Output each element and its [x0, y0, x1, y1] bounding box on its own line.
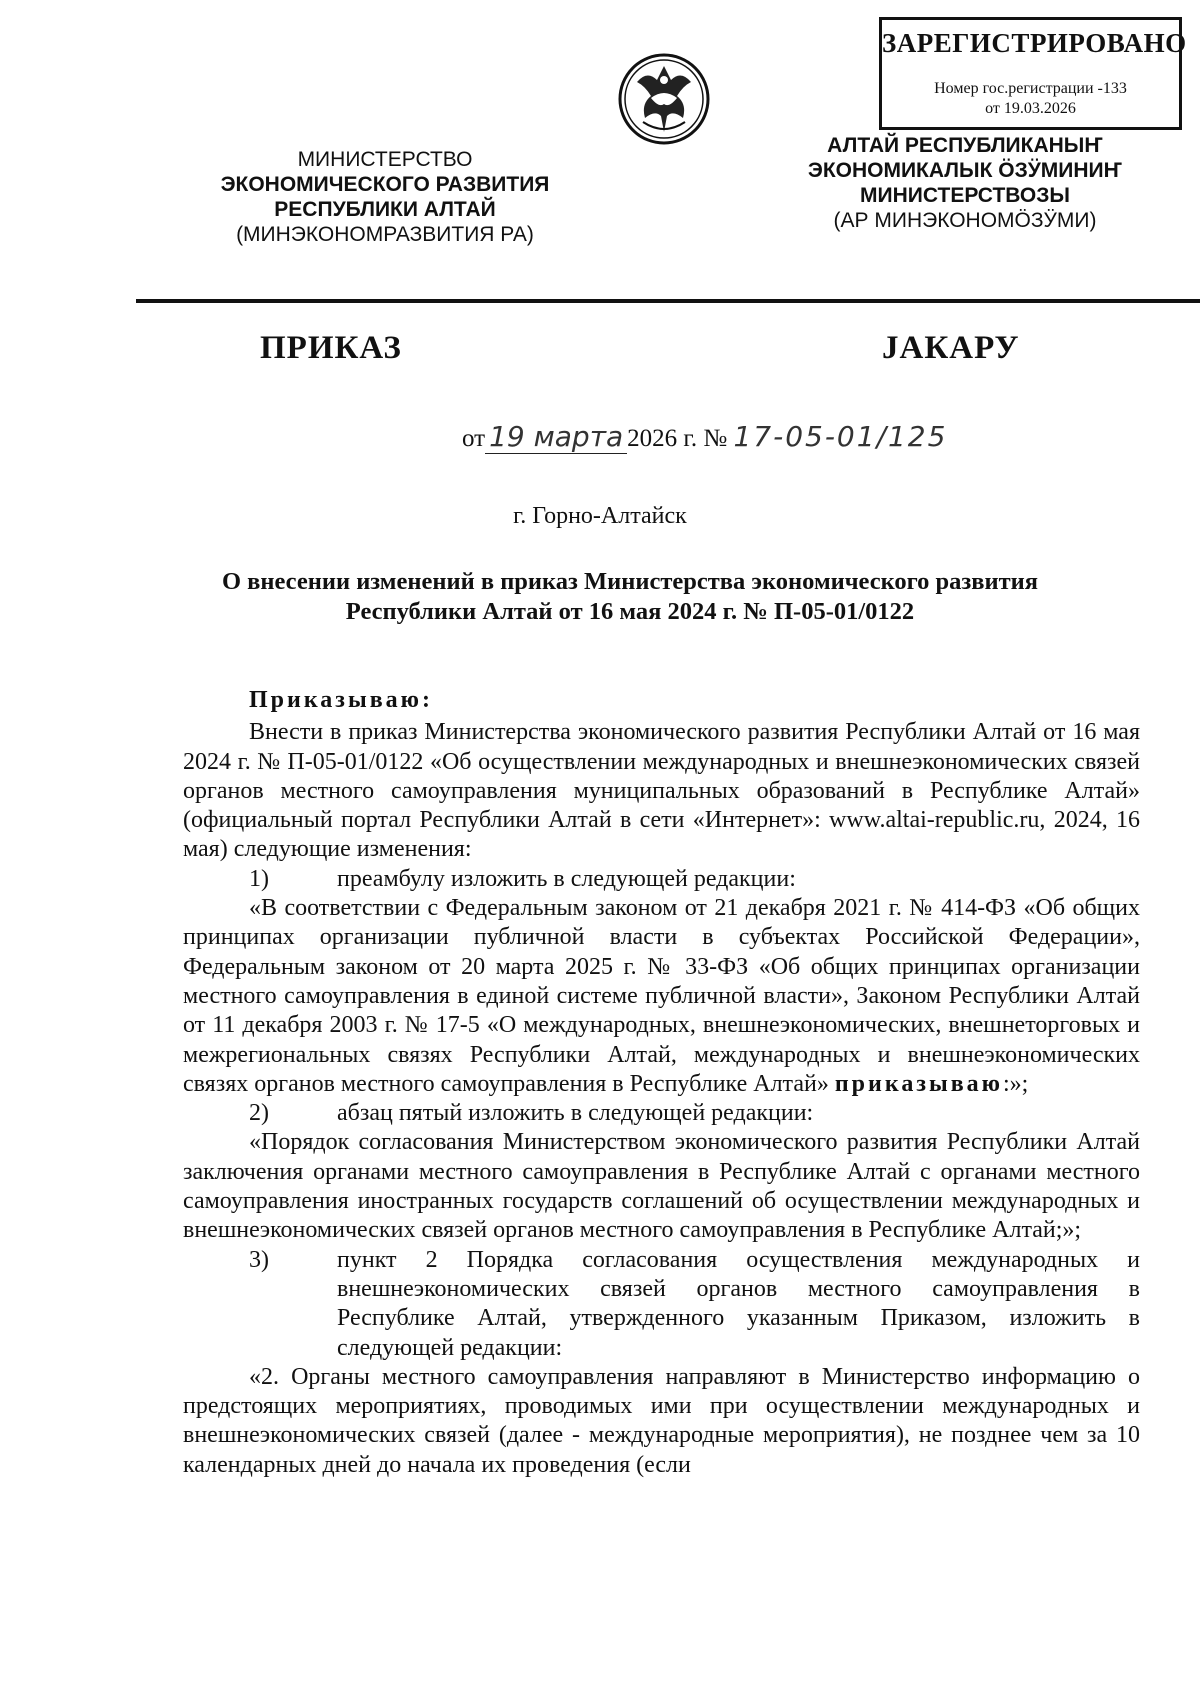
- altai-coat-of-arms-icon: [617, 52, 711, 146]
- item-2-number: 2): [249, 1100, 269, 1127]
- ministry-name-altai: [800, 133, 1130, 233]
- item-3-text: пункт 2 Порядка согласования осуществления международных и внешнеэкономических связей органов местного самоуправления в Республике Алтай, утвержденного указанным Приказом, изложить в следующей редакции:: [337, 1246, 1140, 1361]
- item-3: [183, 1246, 1140, 1363]
- stamp-reg-date: от 19.03.2026: [985, 100, 1076, 117]
- intro-paragraph: Внести в приказ Министерства экономического развития Республики Алтай от 16 мая 2024 г. № П-05-01/0122 «Об осуществлении международных и внешнеэкономических связей органов местного самоуправления муниципальных образований в Республике Алтай» (официальный портал Республики Алтай в сети «Интернет»: www.altai-republic.ru, 2024, 16 мая) следующие изменения:: [183, 719, 1140, 863]
- order-word: Приказываю:: [249, 687, 433, 713]
- document-subject: [160, 567, 1100, 627]
- item-1-number: 1): [249, 865, 269, 892]
- item-1-quote-end: :»;: [1003, 1070, 1029, 1097]
- org-left-line3: РЕСПУБЛИКИ АЛТАЙ: [274, 198, 496, 221]
- item-1-quote: [183, 894, 1140, 1099]
- ministry-name-russian: [205, 147, 565, 247]
- stamp-title: ЗАРЕГИСТРИРОВАНО: [882, 28, 1187, 58]
- handwritten-date: 19 марта: [485, 420, 627, 454]
- date-prefix: от: [462, 425, 486, 452]
- org-right-line4: (АР МИНЭКОНОМӦЗӰМИ): [833, 209, 1097, 232]
- item-3-quote: «2. Органы местного самоуправления направляют в Министерство информацию о предстоящих мероприятиях, проводимых ими при осуществлении международных и внешнеэкономических связей (далее - международные мероприятия), не позднее чем за 10 календарных дней до начала их проведения (если: [183, 1363, 1140, 1478]
- item-2-text: абзац пятый изложить в следующей редакции:: [337, 1100, 814, 1127]
- handwritten-order-number: 17-05-01/125: [733, 420, 948, 453]
- item-3-number: 3): [249, 1246, 269, 1273]
- registration-stamp: [879, 17, 1187, 130]
- stamp-reg-number: Номер гос.регистрации -133: [934, 80, 1127, 97]
- doc-type-altai: ЈАКАРУ: [882, 330, 1020, 366]
- date-number-line: [462, 420, 947, 453]
- city: г. Горно-Алтайск: [513, 503, 687, 529]
- item-1: [183, 865, 1140, 894]
- item-1-quote-text: «В соответствии с Федеральным законом от 21 декабря 2021 г. № 414-ФЗ «Об общих принципах организации публичной власти в субъектах Российской Федерации», Федеральным законом от 20 марта 2025 г. № 33-ФЗ «Об общих принципах организации местного самоуправления в единой системе публичной власти», Законом Республики Алтай от 11 декабря 2003 г. № 17-5 «О международных, внешнеэкономических, внешнеторговых и межрегиональных связях Республики Алтай, международных и внешнеэкономических связях органов местного самоуправления в Республике Алтай»: [183, 895, 1140, 1097]
- item-2-quote: «Порядок согласования Министерством экономического развития Республики Алтай заключения органами местного самоуправления в Республике Алтай с органами местного самоуправления иностранных государств соглашений об осуществлении международных и внешнеэкономических связей органов местного самоуправления в Республике Алтай;»;: [183, 1129, 1140, 1244]
- org-left-line1: МИНИСТЕРСТВО: [297, 148, 473, 171]
- org-left-line2: ЭКОНОМИЧЕСКОГО РАЗВИТИЯ: [220, 173, 550, 196]
- subject-line2: Республики Алтай от 16 мая 2024 г. № П-05-01/0122: [345, 598, 915, 625]
- document-body: [183, 686, 1140, 1480]
- item-1-text: преамбулу изложить в следующей редакции:: [337, 865, 796, 892]
- org-left-line4: (МИНЭКОНОМРАЗВИТИЯ РА): [236, 223, 534, 246]
- org-right-line3: МИНИСТЕРСТВОЗЫ: [860, 184, 1070, 207]
- item-2: [183, 1099, 1140, 1128]
- org-right-line2: ЭКОНОМИКАЛЫК ӦЗӰМИНИҤ: [807, 159, 1123, 182]
- subject-line1: О внесении изменений в приказ Министерства экономического развития: [221, 568, 1039, 595]
- header-divider: [136, 299, 1200, 303]
- date-year: 2026 г. №: [627, 425, 728, 452]
- doc-type-russian: ПРИКАЗ: [260, 330, 402, 366]
- org-right-line1: АЛТАЙ РЕСПУБЛИКАНЫҤ: [827, 134, 1103, 157]
- item-1-quote-bold: приказываю: [834, 1070, 1003, 1097]
